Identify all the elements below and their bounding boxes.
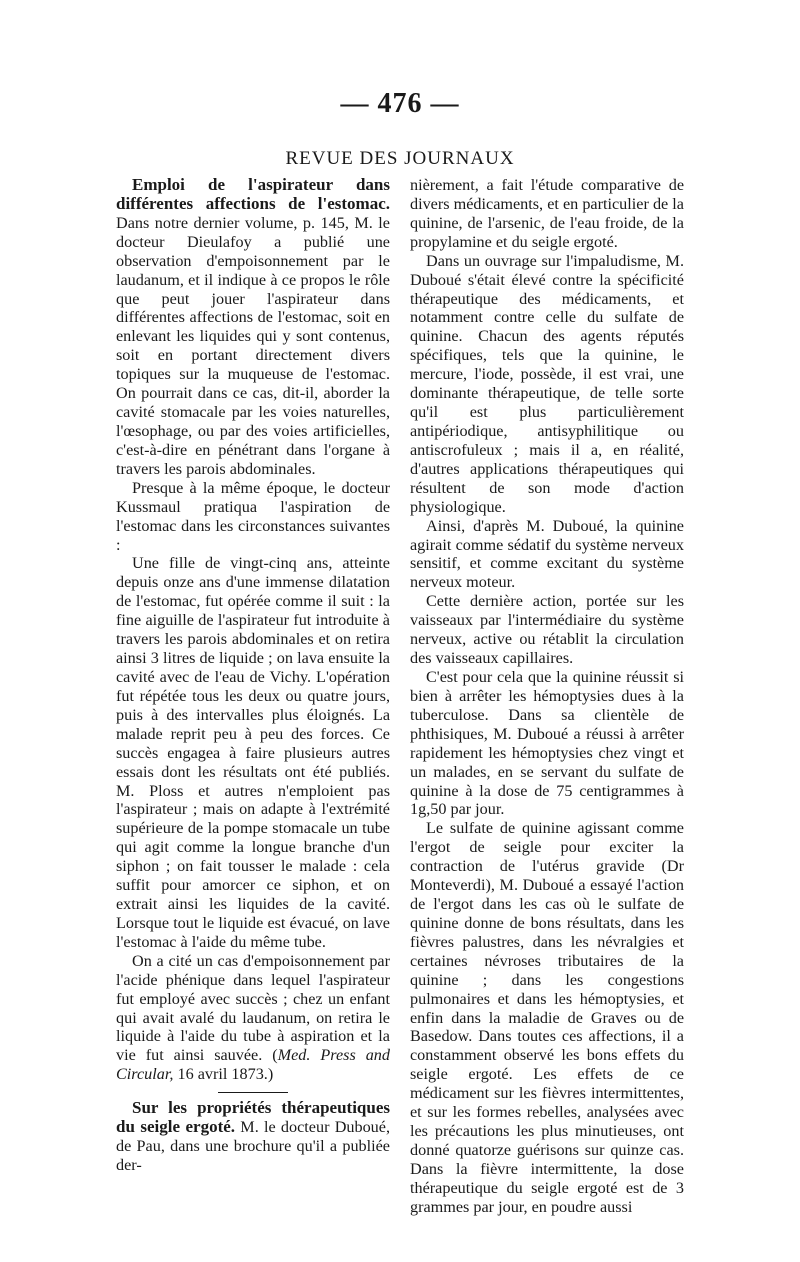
citation-date: 16 avril 1873.) — [173, 1065, 274, 1084]
left-column — [116, 176, 390, 1175]
article-title: Sur les propriétés thérapeutiques du seigle ergoté. — [116, 1098, 390, 1137]
article-paragraph: Le sulfate de quinine agissant comme l'ergot de seigle pour exciter la contraction de l'utérus gravide (Dr Monteverdi), M. Duboué a essayé l'action de l'ergot dans les cas où le sulfate de quinine donne de bons résultats, dans les fièvres palustres, dans les névralgies et certaines névroses tributaires de la quinine ; dans les congestions pulmonaires et dans les hémoptysies, et enfin dans la maladie de Graves ou de Basedow. Dans toutes ces affections, il a constamment observé les bons effets du seigle ergoté. Les effets de ce médicament sur les fièvres intermittentes, et sur les formes rebelles, analysées avec les précautions les plus minutieuses, ont donné quatorze guérisons sur quinze cas. Dans la fièvre intermittente, la dose thérapeutique du seigle ergoté est de 3 grammes par jour, en poudre aussi — [410, 819, 684, 1216]
article-paragraph — [116, 176, 390, 479]
article-paragraph: Ainsi, d'après M. Duboué, la quinine agirait comme sédatif du système nerveux sensitif, et comme excitant du système nerveux moteur. — [410, 516, 684, 592]
citation-open: ( — [272, 1046, 278, 1065]
section-divider — [218, 1092, 288, 1093]
article-paragraph: Cette dernière action, portée sur les vaisseaux par l'intermédiaire du système nerveux, active ou rétablit la circulation des vaisseaux capillaires. — [410, 592, 684, 668]
page-number: — 476 — — [340, 88, 460, 119]
article-paragraph: nièrement, a fait l'étude comparative de divers médicaments, et en particulier de la quinine, de l'arsenic, de l'eau froide, de la propylamine et du seigle ergoté. — [410, 176, 684, 251]
article-text: On a cité un cas d'empoisonnement par l'acide phénique dans lequel l'aspirateur fut employé avec succès ; chez un enfant qui avait avalé du laudanum, on retira le liquide à l'aide du tube à aspiration et la vie fut ainsi sauvée. — [116, 951, 390, 1065]
right-column — [410, 176, 684, 1217]
article-paragraph: Une fille de vingt-cinq ans, atteinte depuis onze ans d'une immense dilatation de l'estomac, fut opérée comme il suit : la fine aiguille de l'aspirateur fut introduite à travers les parois abdominales et on retira ainsi 3 litres de liquide ; on lava ensuite la cavité avec de l'eau de Vichy. L'opération fut répétée tous les deux ou quatre jours, puis à des intervalles plus éloignés. La malade reprit peu à peu des forces. Ce succès engagea à faire plusieurs autres essais dont les résultats ont été publiés. M. Ploss et autres n'emploient pas l'aspirateur ; mais on adapte à l'extrémité supérieure de la pompe stomacale un tube qui agit comme la longue branche d'un siphon ; on fait tousser le malade : cela suffit pour amorcer ce siphon, et on extrait ainsi les liquides de la cavité. Lorsque tout le liquide est évacué, on lave l'estomac à l'aide du même tube. — [116, 554, 390, 951]
article-text: M. le docteur Duboué, de Pau, dans une brochure qu'il a publiée der- — [116, 1118, 391, 1175]
article-paragraph: Dans un ouvrage sur l'impaludisme, M. Duboué s'était élevé contre la spécificité thérapeutique des médicaments, et notamment contre celle du sulfate de quinine. Chacun des agents réputés spécifiques, tels que la quinine, le mercure, l'iode, possède, il est vrai, une dominante thérapeutique, de telle sorte qu'il est plus particulièrement antipériodique, antisyphilitique ou antiscrofuleux ; mais il a, en réalité, d'autres applications thérapeutiques qui résultent de son mode d'action physiologique. — [410, 251, 684, 516]
article-paragraph — [116, 1099, 390, 1175]
running-head: REVUE DES JOURNAUX — [285, 148, 515, 169]
article-text: Dans notre dernier volume, p. 145, M. le docteur Dieulafoy a publié une observation d'empoisonnement par le laudanum, et il indique à ce propos le rôle que peut jouer l'aspirateur dans différentes affections de l'estomac, soit en enlevant les liquides qui y sont contenus, soit en portant directement divers topiques sur la muqueuse de l'estomac. On pourrait dans ce cas, dit-il, aborder la cavité stomacale par les voies naturelles, l'œsophage, ou par des voies artificielles, c'est-à-dire en pénétrant dans l'organe à travers les parois abdominales. — [116, 213, 390, 478]
article-paragraph — [116, 952, 390, 1084]
article-paragraph: Presque à la même époque, le docteur Kussmaul pratiqua l'aspiration de l'estomac dans les circonstances suivantes : — [116, 478, 390, 554]
article-paragraph: C'est pour cela que la quinine réussit si bien à arrêter les hémoptysies dues à la tuberculose. Dans sa clientèle de phthisiques, M. Duboué a réussi à arrêter rapidement les hémoptysies chez vingt et un malades, en se servant du sulfate de quinine à la dose de 75 centigrammes à 1g,50 par jour. — [410, 667, 684, 819]
citation-source: Med. Press and Circular, — [116, 1046, 390, 1084]
article-title: Emploi de l'aspirateur dans différentes affections de l'estomac. — [116, 175, 390, 213]
